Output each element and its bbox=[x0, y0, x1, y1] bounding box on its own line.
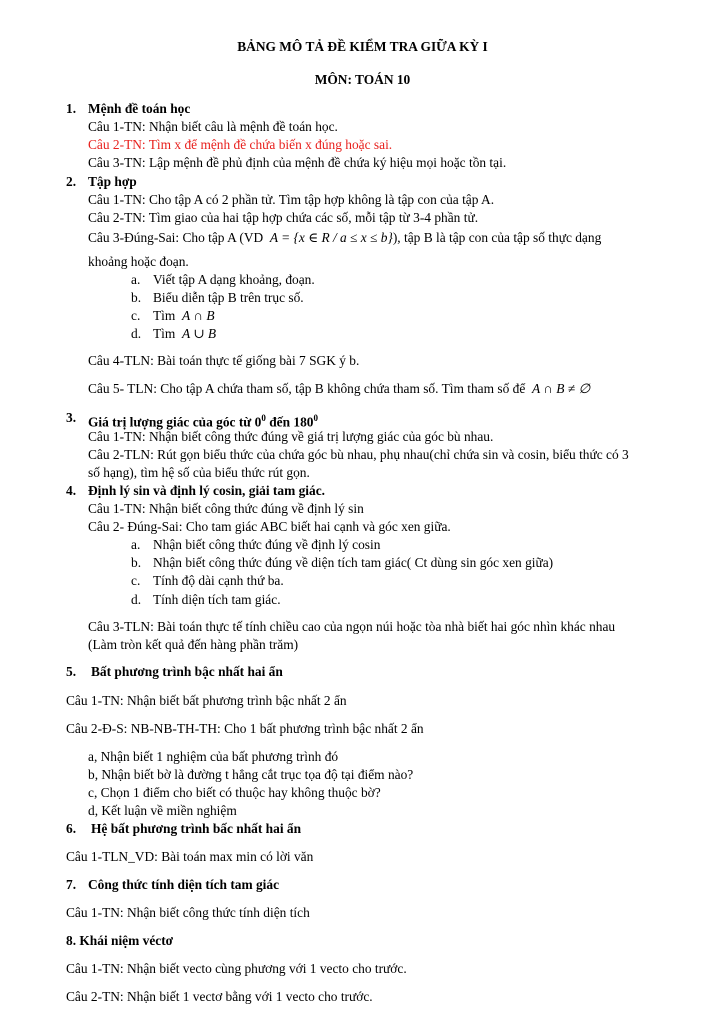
doc-title: BẢNG MÔ TẢ ĐỀ KIỂM TRA GIỮA KỲ I bbox=[237, 39, 488, 54]
s2-item-b: Biểu diễn tập B trên trục số. bbox=[153, 290, 304, 305]
section-3-number: 3. bbox=[66, 410, 77, 425]
s2-item-c-label: c. bbox=[131, 308, 141, 323]
s7-question-1: Câu 1-TN: Nhận biết công thức tính diện tích bbox=[66, 905, 310, 920]
s3-heading-b: đến 180 bbox=[265, 414, 314, 430]
s5-item-a: a, Nhận biết 1 nghiệm của bất phương trình đó bbox=[88, 749, 339, 764]
nonempty-intersection-formula: A ∩ B ≠ ∅ bbox=[531, 381, 591, 396]
section-5-number: 5. bbox=[66, 664, 77, 679]
s3-degree-2: 0 bbox=[313, 413, 318, 423]
section-1-number: 1. bbox=[66, 101, 77, 116]
s6-question-1: Câu 1-TLN_VD: Bài toán max min có lời văn bbox=[66, 849, 314, 864]
section-4-heading: Định lý sin và định lý cosin, giải tam giác. bbox=[88, 483, 325, 498]
s2-q3-continuation: khoảng hoặc đoạn. bbox=[88, 254, 189, 269]
s5-item-b: b, Nhận biết bờ là đường t hẳng cắt trục tọa độ tại điểm nào? bbox=[88, 767, 414, 782]
s4-question-2: Câu 2- Đúng-Sai: Cho tam giác ABC biết hai cạnh và góc xen giữa. bbox=[88, 519, 451, 534]
s1-question-3: Câu 3-TN: Lập mệnh đề phủ định của mệnh đề chứa ký hiệu mọi hoặc tồn tại. bbox=[88, 155, 507, 170]
s4-item-b-label: b. bbox=[131, 555, 142, 570]
s2-item-c bbox=[153, 308, 215, 324]
s2-item-a-label: a. bbox=[131, 272, 141, 287]
s4-item-a-label: a. bbox=[131, 537, 141, 552]
s3-heading-a: Giá trị lượng giác của góc từ 0 bbox=[88, 414, 262, 430]
s4-question-1: Câu 1-TN: Nhận biết công thức đúng về định lý sin bbox=[88, 501, 364, 516]
s2-question-5 bbox=[88, 381, 590, 397]
s2-item-d-label: d. bbox=[131, 326, 142, 341]
s2-q5-text: Câu 5- TLN: Cho tập A chứa tham số, tập B không chứa tham số. Tìm tham số để bbox=[88, 381, 526, 396]
doc-subtitle: MÔN: TOÁN 10 bbox=[314, 72, 411, 87]
s4-item-b: Nhận biết công thức đúng về diện tích tam giác( Ct dùng sin góc xen giữa) bbox=[153, 555, 554, 570]
s3-question-2-line-2: số hạng), tìm hệ số của biểu thức rút gọn. bbox=[88, 465, 310, 480]
s2-q3-text-a: Câu 3-Đúng-Sai: Cho tập A (VD bbox=[88, 230, 264, 245]
s2-question-1: Câu 1-TN: Cho tập A có 2 phần tử. Tìm tập hợp không là tập con của tập A. bbox=[88, 192, 495, 207]
section-4-number: 4. bbox=[66, 483, 77, 498]
section-2-number: 2. bbox=[66, 174, 77, 189]
s5-item-c: c, Chọn 1 điểm cho biết có thuộc hay không thuộc bờ? bbox=[88, 785, 381, 800]
section-7-heading: Công thức tính diện tích tam giác bbox=[88, 877, 280, 892]
s2-item-b-label: b. bbox=[131, 290, 142, 305]
intersection-formula: A ∩ B bbox=[182, 308, 215, 323]
section-2-heading: Tập hợp bbox=[88, 174, 137, 189]
s1-question-1: Câu 1-TN: Nhận biết câu là mệnh đề toán học. bbox=[88, 119, 338, 134]
section-8-heading: 8. Khái niệm véctơ bbox=[66, 933, 174, 948]
s2-item-d bbox=[153, 326, 216, 342]
section-5-heading: Bất phương trình bậc nhất hai ẩn bbox=[91, 664, 283, 679]
section-6-number: 6. bbox=[66, 821, 77, 836]
s2-item-d-text: Tìm bbox=[153, 326, 176, 341]
s2-question-2: Câu 2-TN: Tìm giao của hai tập hợp chứa các số, mỗi tập từ 3-4 phần tử. bbox=[88, 210, 479, 225]
section-6-heading: Hệ bất phương trình bấc nhất hai ẩn bbox=[91, 821, 302, 836]
s2-question-3 bbox=[88, 230, 601, 246]
s1-question-2: Câu 2-TN: Tìm x để mệnh đề chứa biến x đúng hoặc sai. bbox=[88, 137, 393, 152]
s8-question-1: Câu 1-TN: Nhận biết vecto cùng phương với 1 vecto cho trước. bbox=[66, 961, 407, 976]
s8-question-2: Câu 2-TN: Nhận biết 1 vectơ bằng với 1 vecto cho trước. bbox=[66, 989, 373, 1004]
s3-question-1: Câu 1-TN: Nhận biết công thức đúng về giá trị lượng giác của góc bù nhau. bbox=[88, 429, 494, 444]
s2-question-4: Câu 4-TLN: Bài toán thực tế giống bài 7 SGK ý b. bbox=[88, 353, 360, 368]
s4-item-c-label: c. bbox=[131, 573, 141, 588]
s2-item-c-text: Tìm bbox=[153, 308, 176, 323]
section-3-heading bbox=[88, 410, 318, 430]
section-7-number: 7. bbox=[66, 877, 77, 892]
s4-item-c: Tính độ dài cạnh thứ ba. bbox=[153, 573, 284, 588]
s5-item-d: d, Kết luận về miền nghiệm bbox=[88, 803, 237, 818]
s3-degree-1: 0 bbox=[261, 413, 266, 423]
s4-item-a: Nhận biết công thức đúng về định lý cosin bbox=[153, 537, 381, 552]
s5-question-1: Câu 1-TN: Nhận biết bất phương trình bậc nhất 2 ẩn bbox=[66, 693, 347, 708]
s4-question-3-line-2: (Làm tròn kết quả đến hàng phần trăm) bbox=[88, 637, 299, 652]
s4-question-3-line-1: Câu 3-TLN: Bài toán thực tế tính chiều cao của ngọn núi hoặc tòa nhà biết hai góc nhìn khác nhau bbox=[88, 619, 616, 634]
union-formula: A ∪ B bbox=[182, 326, 217, 341]
set-a-formula: A = {x ∈ R / a ≤ x ≤ b} bbox=[269, 230, 393, 245]
s5-question-2: Câu 2-Đ-S: NB-NB-TH-TH: Cho 1 bất phương trình bậc nhất 2 ẩn bbox=[66, 721, 424, 736]
s2-item-a: Viết tập A dạng khoảng, đoạn. bbox=[153, 272, 315, 287]
s4-item-d: Tính diện tích tam giác. bbox=[153, 592, 281, 607]
section-1-heading: Mệnh đề toán học bbox=[88, 101, 191, 116]
s3-question-2-line-1: Câu 2-TLN: Rút gọn biểu thức của chứa góc bù nhau, phụ nhau(chỉ chứa sin và cosin, biểu thức có 3 bbox=[88, 447, 629, 462]
s4-item-d-label: d. bbox=[131, 592, 142, 607]
s2-q3-text-b: ), tập B là tập con của tập số thực dạng bbox=[392, 230, 602, 245]
